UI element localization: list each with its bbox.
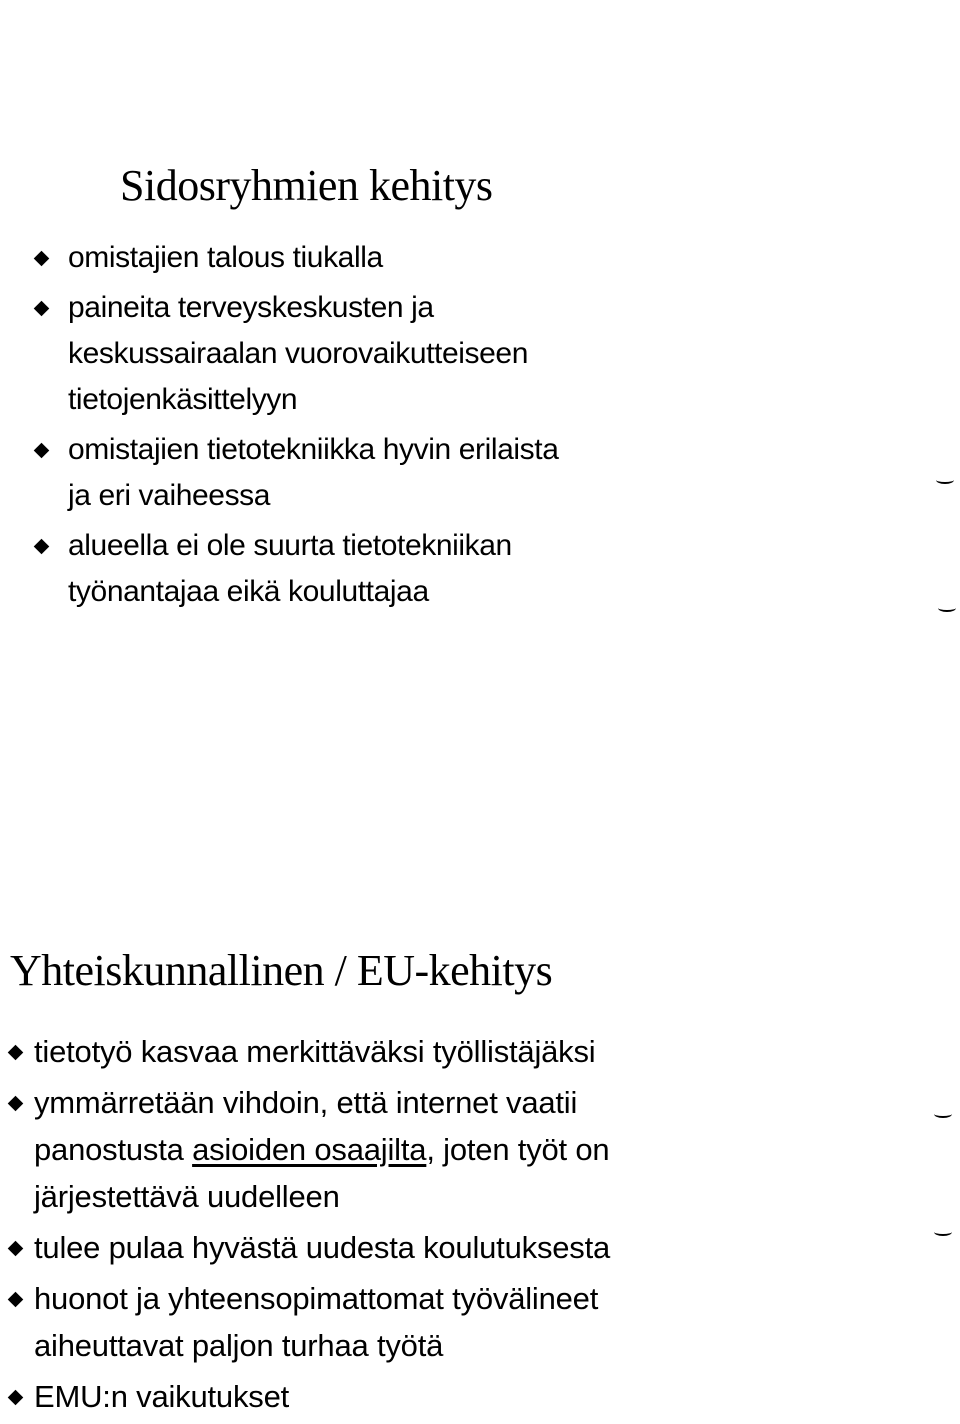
list-item-text: omistajien talous tiukalla: [68, 241, 383, 274]
list-item-text: aiheuttavat paljon turhaa työtä: [34, 1328, 444, 1363]
list-item-text: tulee pulaa hyvästä uudesta koulutuksesta: [34, 1230, 611, 1265]
diamond-bullet-icon: [8, 1096, 24, 1112]
bullet-list: [30, 235, 910, 615]
diamond-bullet-icon: [8, 1045, 24, 1061]
diamond-bullet-icon: [34, 301, 50, 317]
list-item-text: tietojenkäsittelyyn: [68, 383, 298, 416]
list-item-text: panostusta: [34, 1132, 193, 1167]
list-item: [8, 1028, 938, 1075]
section-title: Sidosryhmien kehitys: [120, 161, 493, 210]
diamond-bullet-icon: [8, 1390, 24, 1406]
list-item-text: alueella ei ole suurta tietotekniikan: [68, 529, 512, 562]
list-item: [30, 285, 910, 423]
list-item: [30, 235, 910, 281]
diamond-bullet-icon: [8, 1241, 24, 1257]
list-item: [8, 1275, 938, 1369]
list-item-text: työnantajaa eikä kouluttajaa: [68, 575, 429, 608]
list-item: [8, 1373, 938, 1420]
underlined-phrase: asioiden osaajilta: [192, 1132, 427, 1167]
list-item: [8, 1079, 938, 1220]
list-item: [30, 523, 910, 615]
list-item-text: huonot ja yhteensopimattomat työvälineet: [34, 1281, 599, 1316]
list-item-text: paineita terveyskeskusten ja: [68, 291, 434, 324]
diamond-bullet-icon: [34, 539, 50, 555]
diamond-bullet-icon: [34, 251, 50, 267]
list-item: [8, 1224, 938, 1271]
margin-mark: [936, 476, 954, 484]
list-item-text: järjestettävä uudelleen: [34, 1179, 340, 1214]
section-sidosryhmien-kehitys: [30, 160, 910, 619]
list-item: [30, 427, 910, 519]
list-item-text: ja eri vaiheessa: [68, 479, 271, 512]
bullet-list: [8, 1028, 938, 1420]
list-item-text: ymmärretään vihdoin, että internet vaatii: [34, 1085, 578, 1120]
list-item-text: EMU:n vaikutukset: [34, 1379, 290, 1414]
section-title: Yhteiskunnallinen / EU-kehitys: [10, 946, 553, 995]
diamond-bullet-icon: [34, 443, 50, 459]
section-yhteiskunnallinen-eu-kehitys: [8, 945, 938, 1424]
margin-mark: [934, 1110, 952, 1118]
list-item-text: keskussairaalan vuorovaikutteiseen: [68, 337, 528, 370]
margin-mark: [938, 604, 956, 612]
list-item-text: omistajien tietotekniikka hyvin erilaista: [68, 433, 559, 466]
margin-mark: [934, 1228, 952, 1236]
list-item-text: , joten työt on: [426, 1132, 610, 1167]
list-item-text: tietotyö kasvaa merkittäväksi työllistäjäksi: [34, 1034, 596, 1069]
diamond-bullet-icon: [8, 1292, 24, 1308]
